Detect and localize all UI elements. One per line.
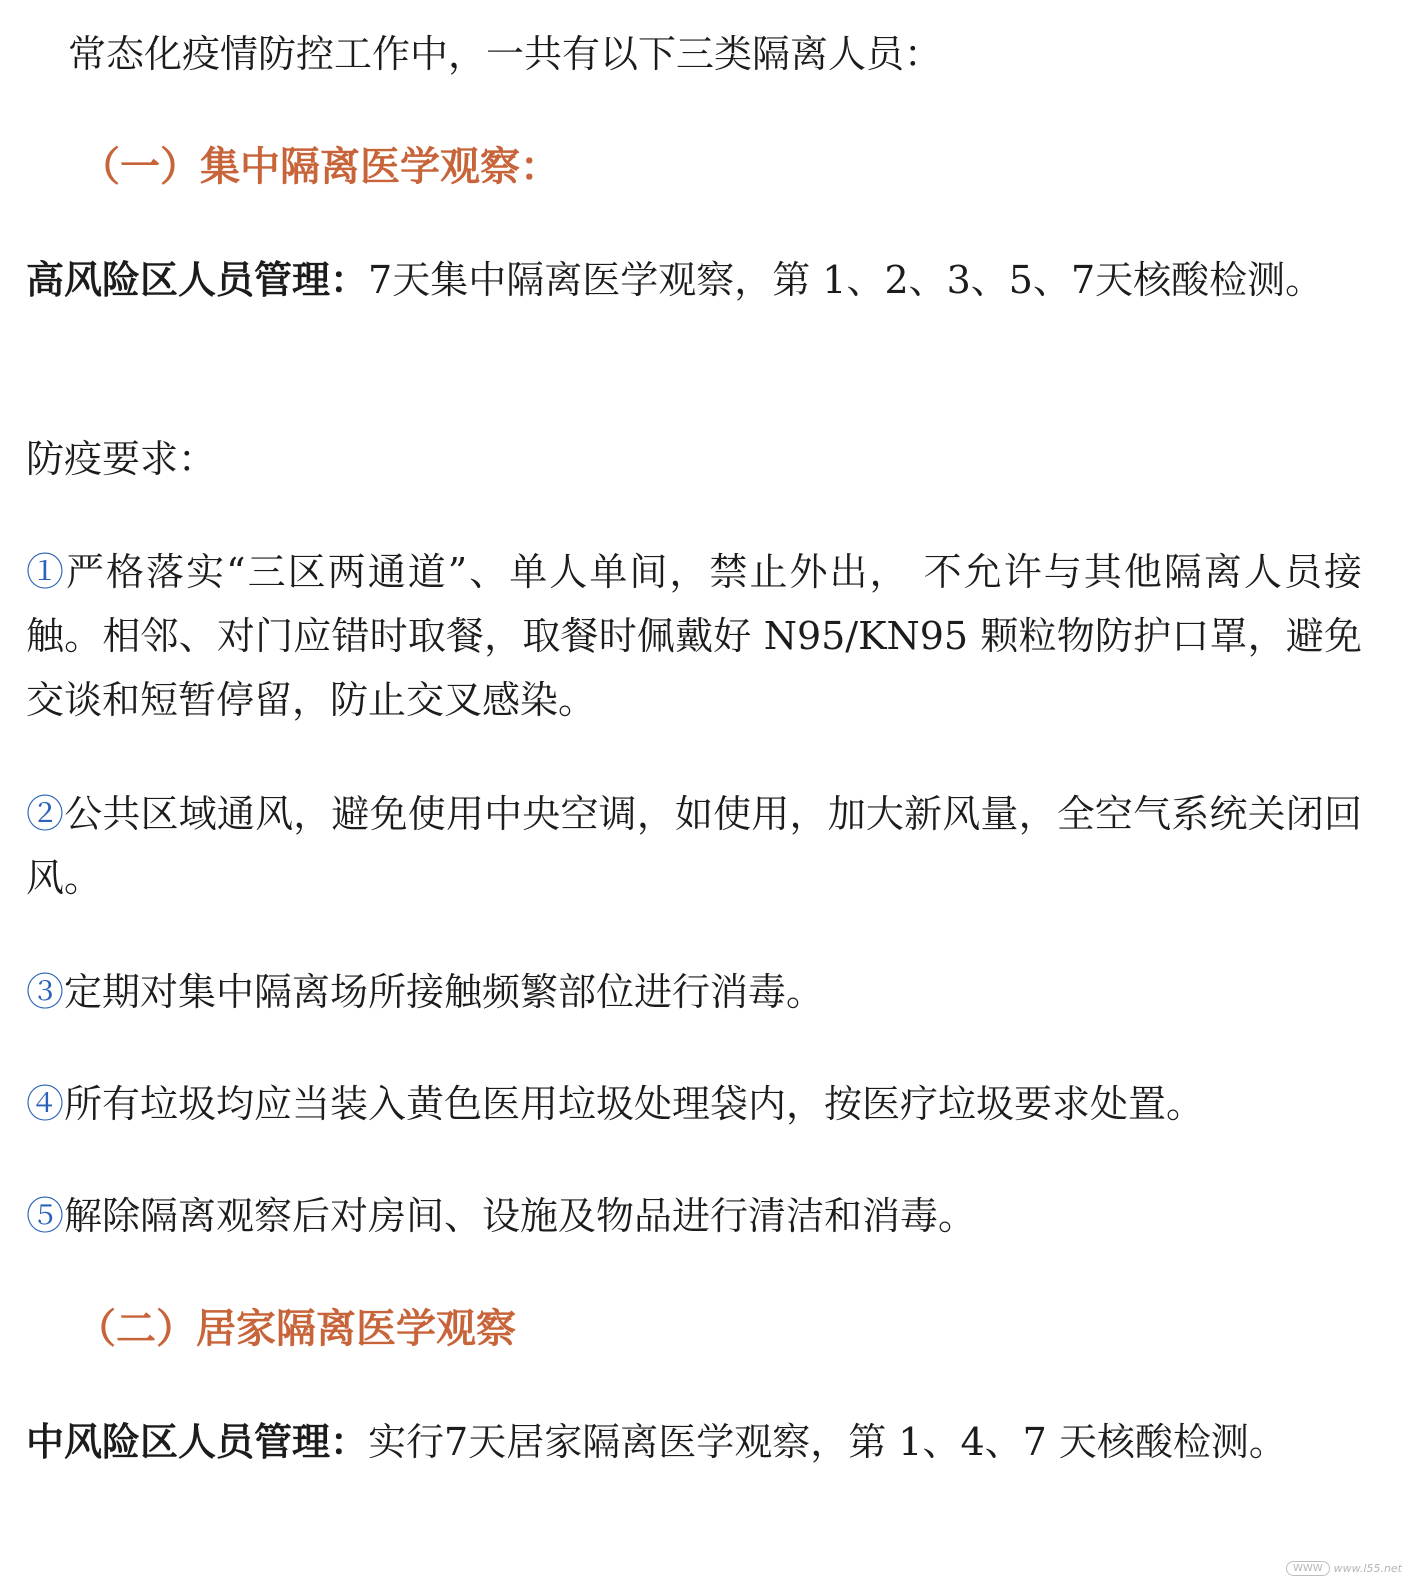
section-1-management-label: 高风险区人员管理： [26, 257, 369, 302]
site-watermark [1286, 1561, 1402, 1576]
section-2-management-label: 中风险区人员管理： [26, 1419, 369, 1464]
section-2-heading: （二）居家隔离医学观察 [76, 1305, 516, 1352]
item-text-4: 所有垃圾均应当装入黄色医用垃圾处理袋内，按医疗垃圾要求处置。 [64, 1082, 1205, 1126]
item-text-2: 公共区域通风，避免使用中央空调，如使用，加大新风量，全空气系统关闭回风。 [26, 792, 1362, 900]
requirements-label: 防疫要求： [26, 437, 217, 481]
item-text-5: 解除隔离观察后对房间、设施及物品进行清洁和消毒。 [64, 1194, 977, 1238]
item-number-4: ④ [26, 1082, 65, 1126]
section-1-heading: （一）集中隔离医学观察： [80, 143, 560, 190]
section-1-management-text: 7天集中隔离医学观察，第 1、2、3、5、7天核酸检测。 [368, 258, 1324, 302]
requirement-item-3 [26, 960, 1362, 1024]
watermark-site-text: www.l55.net [1333, 1562, 1402, 1575]
watermark-logo-icon: WWW [1286, 1561, 1330, 1576]
requirement-item-2 [26, 782, 1362, 910]
section-2-management [26, 1410, 1362, 1474]
item-number-2: ② [26, 792, 65, 836]
requirement-item-1 [26, 540, 1362, 732]
requirement-item-4 [26, 1072, 1362, 1136]
item-number-3: ③ [26, 970, 65, 1014]
section-1-management [26, 248, 1362, 312]
item-number-1: ① [26, 550, 67, 594]
item-text-3: 定期对集中隔离场所接触频繁部位进行消毒。 [64, 970, 825, 1014]
section-2-management-text: 实行7天居家隔离医学观察，第 1、4、7 天核酸检测。 [368, 1420, 1287, 1464]
intro-text: 常态化疫情防控工作中，一共有以下三类隔离人员： [68, 32, 943, 76]
item-number-5: ⑤ [26, 1194, 65, 1238]
requirement-item-5 [26, 1184, 1362, 1248]
item-text-1: 严格落实“三区两通道”、单人单间，禁止外出， 不允许与其他隔离人员接触。相邻、对门应错时取餐，取餐时佩戴好 N95/KN95 颗粒物防护口罩，避免交谈和短暂停留，防止交叉感染。 [26, 550, 1362, 722]
